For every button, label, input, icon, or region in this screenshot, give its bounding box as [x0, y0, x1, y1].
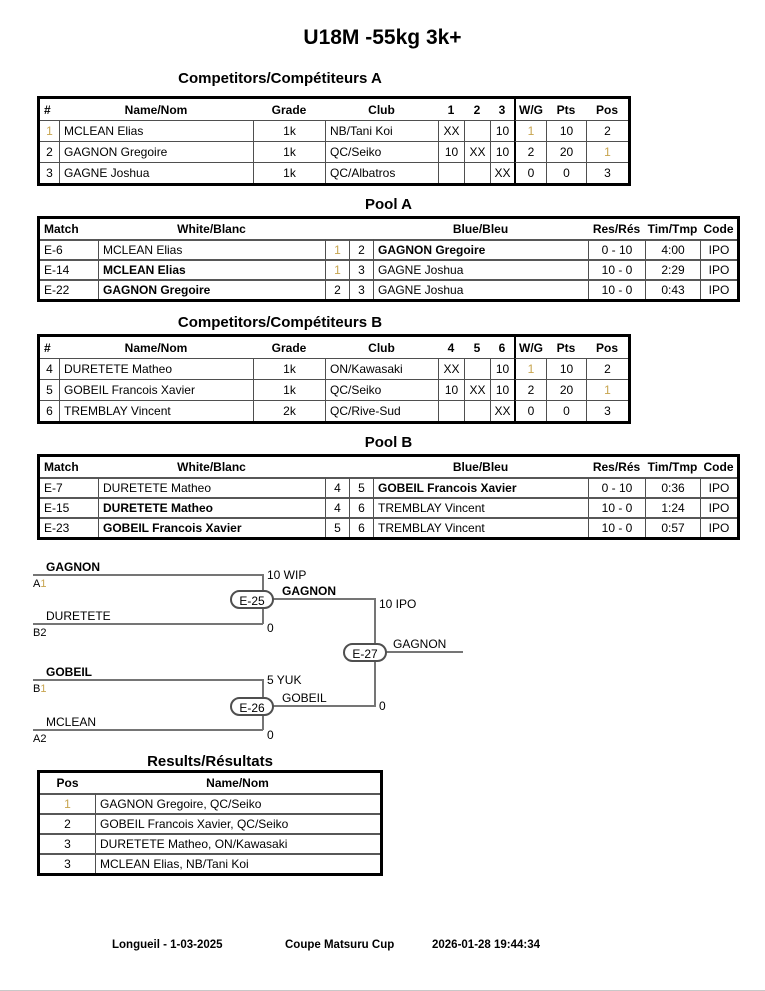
cell-num: 4 — [40, 358, 59, 379]
header-cell: # — [44, 102, 51, 117]
cell-r2 — [464, 358, 490, 379]
header-cell: Pos — [595, 102, 618, 117]
competitors-a-table — [37, 96, 631, 186]
cell-white-number: 4 — [325, 497, 349, 517]
header-cell: Pts — [556, 102, 576, 117]
header-cell: Match — [44, 460, 79, 474]
bracket-line — [263, 598, 376, 600]
cell-match: E-14 — [40, 259, 98, 279]
competitors-a-title: Competitors/Compétiteurs A — [178, 70, 382, 87]
bracket-seed: B2 — [33, 627, 47, 639]
cell-blue-name: GAGNE Joshua — [373, 259, 588, 279]
cell-white-name: DURETETE Matheo — [98, 497, 325, 517]
cell-r1 — [438, 400, 464, 421]
cell-pos: 3 — [586, 400, 628, 421]
cell-grade: 1k — [253, 162, 325, 183]
cell-white-name: MCLEAN Elias — [98, 239, 325, 259]
header-cell: Grade — [271, 340, 307, 355]
cell-result: 10 - 0 — [588, 279, 645, 299]
header-cell: 2 — [473, 102, 481, 117]
cell-code: IPO — [700, 239, 737, 259]
cell-grade: 1k — [253, 141, 325, 162]
cell-white-name: DURETETE Matheo — [98, 477, 325, 497]
cell-r2 — [464, 400, 490, 421]
bracket-match-e25: E-25 — [230, 590, 274, 609]
cell-name: GAGNON Gregoire — [59, 141, 253, 162]
cell-name: MCLEAN Elias, NB/Tani Koi — [95, 853, 380, 873]
competitors-b-title: Competitors/Compétiteurs B — [177, 314, 383, 331]
header-cell: W/G — [514, 337, 546, 358]
cell-grade: 1k — [253, 120, 325, 141]
header-cell: # — [44, 340, 51, 355]
cell-r2: XX — [464, 379, 490, 400]
bracket-winner-name: GAGNON — [282, 584, 336, 598]
cell-pts: 10 — [546, 120, 586, 141]
cell-r1 — [438, 162, 464, 183]
bracket-winner-name: GOBEIL — [282, 691, 327, 705]
footer-location-date: Longueil - 1-03-2025 — [112, 939, 223, 951]
cell-wg: 1 — [514, 120, 546, 141]
cell-wg: 2 — [514, 141, 546, 162]
pool-a-table — [37, 216, 740, 302]
cell-time: 0:43 — [645, 279, 700, 299]
cell-white-number: 1 — [325, 259, 349, 279]
cell-code: IPO — [700, 497, 737, 517]
cell-white-name: GAGNON Gregoire — [98, 279, 325, 299]
cell-club: QC/Seiko — [325, 379, 438, 400]
cell-name: TREMBLAY Vincent — [59, 400, 253, 421]
bracket-score: 0 — [267, 728, 274, 742]
header-cell: White/Blanc — [177, 460, 246, 474]
cell-club: ON/Kawasaki — [325, 358, 438, 379]
cell-name: GOBEIL Francois Xavier, QC/Seiko — [95, 813, 380, 833]
cell-num: 2 — [40, 141, 59, 162]
bracket-score: 10 WIP — [267, 568, 307, 582]
cell-match: E-7 — [40, 477, 98, 497]
cell-grade: 2k — [253, 400, 325, 421]
cell-wg: 1 — [514, 358, 546, 379]
bracket-entry-name: GOBEIL — [46, 665, 93, 679]
bracket-line — [33, 574, 263, 576]
cell-r1: 10 — [438, 379, 464, 400]
cell-match: E-15 — [40, 497, 98, 517]
cell-num: 5 — [40, 379, 59, 400]
bracket-winner-name: GAGNON — [393, 637, 447, 651]
header-cell: Name/Nom — [124, 340, 188, 355]
cell-pos: 2 — [586, 358, 628, 379]
header-cell: Tim/Tmp — [647, 460, 698, 474]
cell-match: E-6 — [40, 239, 98, 259]
pool-a-title: Pool A — [365, 196, 412, 213]
cell-r1: XX — [438, 358, 464, 379]
cell-time: 2:29 — [645, 259, 700, 279]
cell-pts: 20 — [546, 379, 586, 400]
cell-pos: 3 — [40, 833, 95, 853]
bracket-seed: A2 — [33, 733, 47, 745]
cell-time: 0:36 — [645, 477, 700, 497]
cell-wg: 2 — [514, 379, 546, 400]
cell-code: IPO — [700, 279, 737, 299]
cell-num: 6 — [40, 400, 59, 421]
cell-pos: 3 — [586, 162, 628, 183]
cell-blue-name: GAGNE Joshua — [373, 279, 588, 299]
header-cell: 6 — [498, 340, 506, 355]
cell-code: IPO — [700, 477, 737, 497]
header-cell — [325, 457, 349, 477]
header-cell: Name/Nom — [206, 776, 269, 790]
cell-blue-number: 3 — [349, 279, 373, 299]
cell-r1: 10 — [438, 141, 464, 162]
header-cell — [325, 219, 349, 239]
cell-result: 0 - 10 — [588, 239, 645, 259]
cell-r3: 10 — [490, 379, 514, 400]
bracket-score: 0 — [267, 621, 274, 635]
header-cell: Name/Nom — [124, 102, 188, 117]
cell-blue-number: 5 — [349, 477, 373, 497]
bracket-match-e27: E-27 — [343, 643, 387, 662]
cell-r2 — [464, 120, 490, 141]
header-cell — [349, 219, 373, 239]
cell-num: 1 — [40, 120, 59, 141]
cell-grade: 1k — [253, 358, 325, 379]
header-cell: 3 — [498, 102, 506, 117]
bracket-entry-name: GAGNON — [46, 560, 100, 574]
cell-num: 3 — [40, 162, 59, 183]
cell-blue-number: 6 — [349, 517, 373, 537]
bracket-match-e26: E-26 — [230, 697, 274, 716]
cell-code: IPO — [700, 517, 737, 537]
bracket-entry-name: DURETETE — [46, 609, 111, 623]
header-cell: Code — [703, 222, 734, 236]
cell-result: 10 - 0 — [588, 517, 645, 537]
cell-match: E-23 — [40, 517, 98, 537]
bracket-line — [33, 623, 263, 625]
cell-pos: 1 — [586, 141, 628, 162]
header-cell: Match — [44, 222, 79, 236]
header-cell: Pos — [56, 776, 79, 790]
header-cell: Code — [703, 460, 734, 474]
bracket-score: 5 YUK — [267, 673, 302, 687]
header-cell: 4 — [447, 340, 455, 355]
cell-name: GOBEIL Francois Xavier — [59, 379, 253, 400]
cell-pts: 0 — [546, 400, 586, 421]
cell-grade: 1k — [253, 379, 325, 400]
cell-name: GAGNON Gregoire, QC/Seiko — [95, 793, 380, 813]
cell-wg: 0 — [514, 162, 546, 183]
pool-b-table — [37, 454, 740, 540]
cell-r2: XX — [464, 141, 490, 162]
cell-time: 0:57 — [645, 517, 700, 537]
cell-white-number: 2 — [325, 279, 349, 299]
cell-pts: 20 — [546, 141, 586, 162]
header-cell: Pts — [556, 340, 576, 355]
cell-pos: 1 — [40, 793, 95, 813]
cell-blue-name: TREMBLAY Vincent — [373, 497, 588, 517]
header-cell — [349, 457, 373, 477]
bracket-score: 10 IPO — [379, 597, 417, 611]
cell-result: 10 - 0 — [588, 497, 645, 517]
cell-blue-number: 2 — [349, 239, 373, 259]
cell-code: IPO — [700, 259, 737, 279]
header-cell: White/Blanc — [177, 222, 246, 236]
cell-club: QC/Albatros — [325, 162, 438, 183]
cell-result: 10 - 0 — [588, 259, 645, 279]
header-cell: Pos — [595, 340, 618, 355]
cell-club: NB/Tani Koi — [325, 120, 438, 141]
bracket-entry-name: MCLEAN — [46, 715, 97, 729]
page-title: U18M -55kg 3k+ — [303, 26, 462, 49]
footer-event-name: Coupe Matsuru Cup — [285, 939, 395, 951]
header-cell: Res/Rés — [592, 222, 641, 236]
bracket-line — [263, 705, 376, 707]
cell-blue-number: 6 — [349, 497, 373, 517]
cell-club: QC/Seiko — [325, 141, 438, 162]
cell-pos: 1 — [586, 379, 628, 400]
header-cell: Blue/Bleu — [452, 460, 509, 474]
header-cell: Tim/Tmp — [647, 222, 698, 236]
cell-name: DURETETE Matheo, ON/Kawasaki — [95, 833, 380, 853]
results-table — [37, 770, 383, 876]
cell-pts: 10 — [546, 358, 586, 379]
competitors-b-table — [37, 334, 631, 424]
cell-name: DURETETE Matheo — [59, 358, 253, 379]
cell-pos: 2 — [40, 813, 95, 833]
header-cell: Club — [368, 340, 395, 355]
cell-pos: 2 — [586, 120, 628, 141]
bracket-seed: B1 — [33, 683, 47, 695]
cell-white-number: 1 — [325, 239, 349, 259]
cell-white-name: MCLEAN Elias — [98, 259, 325, 279]
cell-wg: 0 — [514, 400, 546, 421]
cell-white-number: 4 — [325, 477, 349, 497]
bracket-line — [33, 679, 263, 681]
cell-pos: 3 — [40, 853, 95, 873]
header-cell: W/G — [514, 99, 546, 120]
cell-r2 — [464, 162, 490, 183]
cell-r3: XX — [490, 400, 514, 421]
header-cell: Club — [368, 102, 395, 117]
header-cell: Grade — [271, 102, 307, 117]
cell-time: 4:00 — [645, 239, 700, 259]
cell-blue-number: 3 — [349, 259, 373, 279]
cell-r3: 10 — [490, 141, 514, 162]
bracket-score: 0 — [379, 699, 386, 713]
header-cell: 1 — [447, 102, 455, 117]
header-cell: 5 — [473, 340, 481, 355]
cell-r3: XX — [490, 162, 514, 183]
cell-result: 0 - 10 — [588, 477, 645, 497]
cell-club: QC/Rive-Sud — [325, 400, 438, 421]
cell-blue-name: TREMBLAY Vincent — [373, 517, 588, 537]
results-title: Results/Résultats — [147, 753, 273, 770]
pool-b-title: Pool B — [364, 434, 413, 451]
bracket-line — [386, 651, 463, 653]
cell-white-name: GOBEIL Francois Xavier — [98, 517, 325, 537]
cell-time: 1:24 — [645, 497, 700, 517]
cell-blue-name: GOBEIL Francois Xavier — [373, 477, 588, 497]
cell-r3: 10 — [490, 120, 514, 141]
cell-name: GAGNE Joshua — [59, 162, 253, 183]
bracket-line — [33, 729, 263, 731]
cell-match: E-22 — [40, 279, 98, 299]
cell-name: MCLEAN Elias — [59, 120, 253, 141]
footer-timestamp: 2026-01-28 19:44:34 — [432, 939, 541, 951]
cell-pts: 0 — [546, 162, 586, 183]
cell-white-number: 5 — [325, 517, 349, 537]
header-cell: Blue/Bleu — [452, 222, 509, 236]
header-cell: Res/Rés — [592, 460, 641, 474]
cell-r1: XX — [438, 120, 464, 141]
bracket-seed: A1 — [33, 578, 47, 590]
cell-r3: 10 — [490, 358, 514, 379]
cell-blue-name: GAGNON Gregoire — [373, 239, 588, 259]
